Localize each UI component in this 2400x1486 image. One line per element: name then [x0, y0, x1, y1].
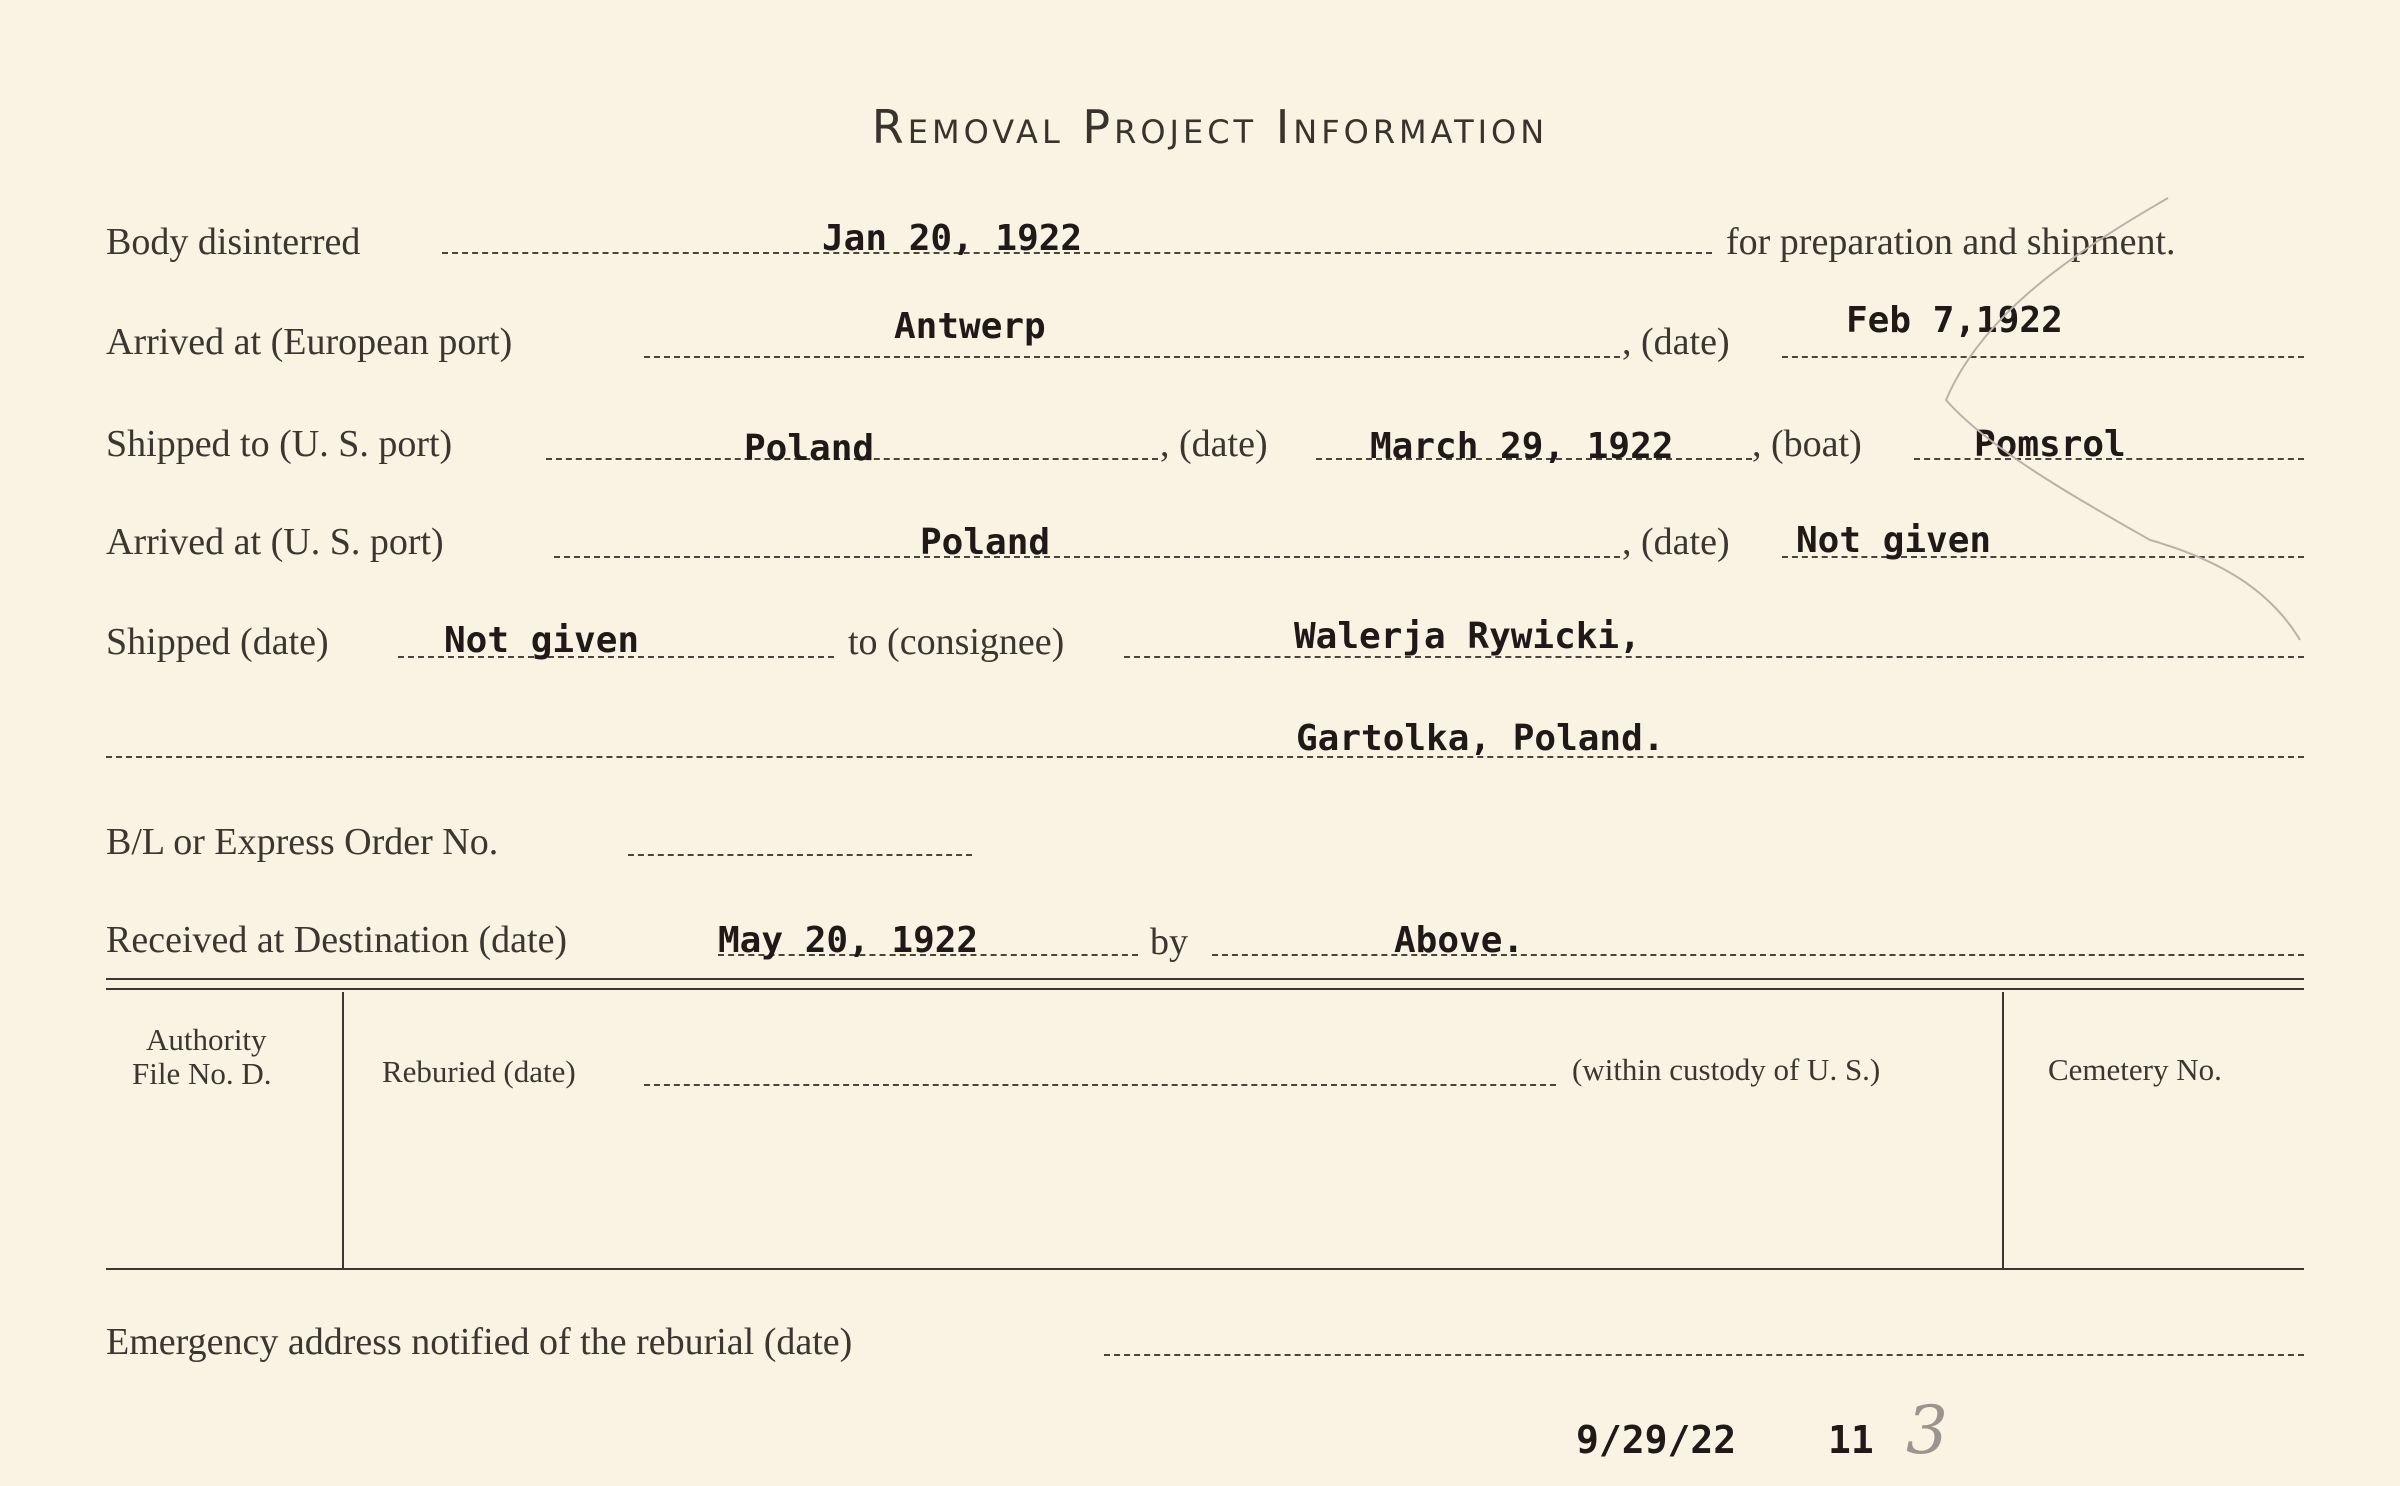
- by-value: Above.: [1394, 920, 1525, 961]
- emergency-label: Emergency address notified of the reburial (date): [106, 1321, 853, 1363]
- file-no-label: File No. D.: [132, 1056, 272, 1091]
- custody-label: (within custody of U. S.): [1572, 1052, 1881, 1087]
- boat-value: Pomsrol: [1974, 424, 2126, 465]
- shipped-us-value: Poland: [744, 428, 875, 469]
- authority-label: Authority: [146, 1022, 267, 1057]
- reburied-label: Reburied (date): [382, 1054, 576, 1089]
- consignee-label: to (consignee): [848, 621, 1065, 663]
- arrived-us-date-value: Not given: [1796, 520, 1992, 561]
- consignee-address: Gartolka, Poland.: [1296, 718, 1665, 759]
- arrived-us-date-label: , (date): [1622, 521, 1730, 563]
- body-disinterred-label: Body disinterred: [106, 221, 361, 263]
- shipped-us-label: Shipped to (U. S. port): [106, 423, 453, 465]
- card-title: Removal Project Information: [871, 100, 1549, 154]
- arrived-europe-date-label: , (date): [1622, 321, 1730, 363]
- boat-label: , (boat): [1752, 423, 1862, 465]
- received-date-value: May 20, 1922: [718, 920, 979, 961]
- by-label: by: [1150, 921, 1188, 963]
- body-disinterred-value: Jan 20, 1922: [822, 218, 1083, 259]
- preparation-suffix: for preparation and shipment.: [1726, 221, 2176, 263]
- handwritten-mark: 3: [1906, 1392, 1948, 1469]
- arrived-us-value: Poland: [920, 522, 1051, 563]
- received-label: Received at Destination (date): [106, 919, 568, 961]
- bl-express-label: B/L or Express Order No.: [106, 821, 499, 863]
- consignee-name: Walerja Rywicki,: [1294, 616, 1641, 657]
- arrived-europe-label: Arrived at (European port): [106, 321, 513, 363]
- shipped-us-date-label: , (date): [1160, 423, 1268, 465]
- arrived-europe-date-value: Feb 7,1922: [1846, 300, 2063, 341]
- shipped-date-value: Not given: [444, 620, 640, 661]
- arrived-europe-value: Antwerp: [894, 306, 1046, 347]
- arrived-us-label: Arrived at (U. S. port): [106, 521, 444, 563]
- cemetery-no-label: Cemetery No.: [2048, 1052, 2222, 1087]
- footer-code: 11: [1828, 1418, 1874, 1462]
- shipped-us-date-value: March 29, 1922: [1370, 426, 1674, 467]
- shipped-date-label: Shipped (date): [106, 621, 329, 663]
- footer-stamp: 9/29/22: [1576, 1418, 1737, 1462]
